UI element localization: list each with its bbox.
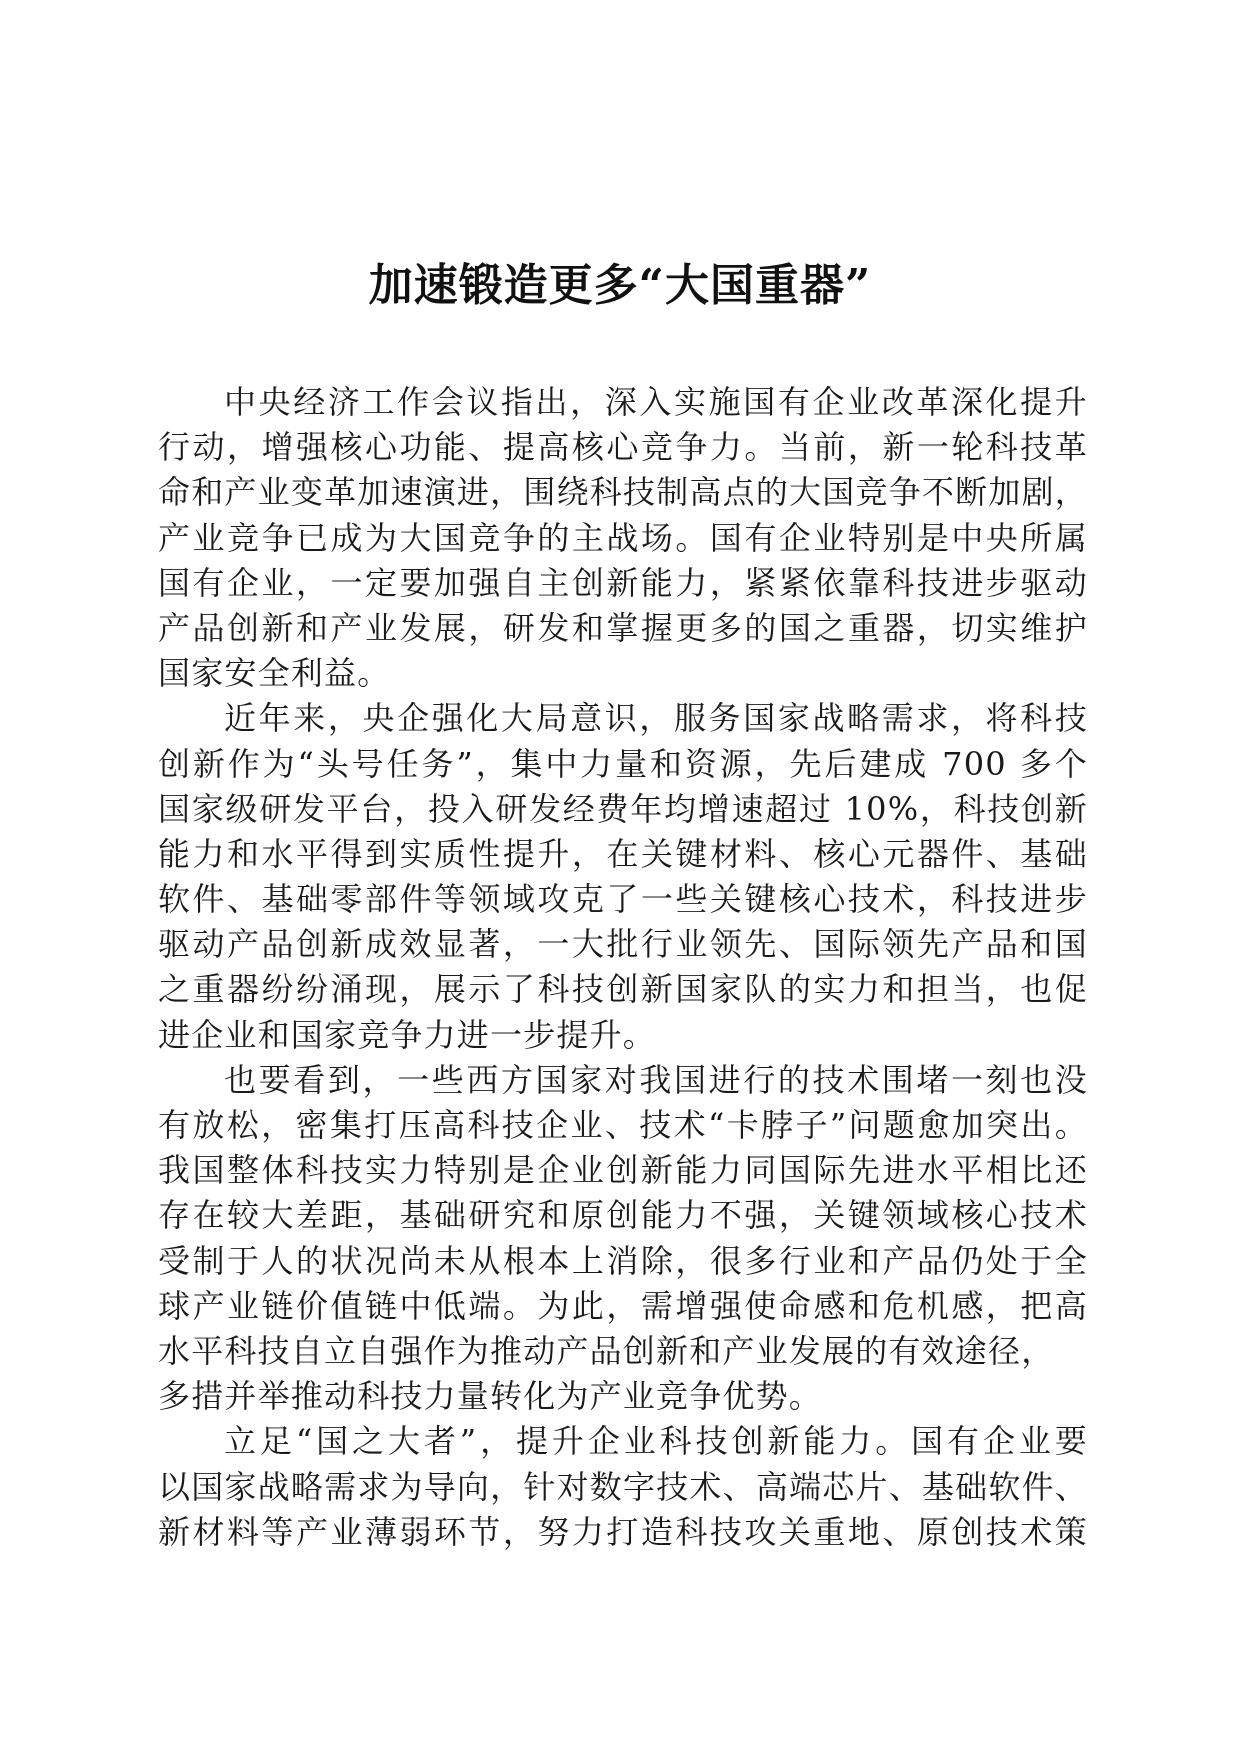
- paragraph-line: 也要看到，一些西方国家对我国进行的技术围堵一刻也没: [224, 1060, 1088, 1099]
- document-title: 加速锻造更多“大国重器”: [368, 260, 872, 311]
- paragraph-line: 球产业链价值链中低端。为此，需增强使命感和危机感，把高: [158, 1286, 1088, 1325]
- document-body: [158, 380, 1088, 1555]
- paragraph-line: 近年来，央企强化大局意识，服务国家战略需求，将科技: [224, 699, 1088, 738]
- paragraph-line: 进企业和国家竞争力进一步提升。: [158, 1015, 657, 1054]
- paragraph-line: 以国家战略需求为导向，针对数字技术、高端芯片、基础软件、: [158, 1467, 1088, 1506]
- paragraph-line: 有放松，密集打压高科技企业、技术“卡脖子”问题愈加突出。: [158, 1106, 1088, 1144]
- paragraph-line: 创新作为“头号任务”，集中力量和资源，先后建成 700 多个: [158, 744, 1088, 783]
- paragraph-line: 我国整体科技实力特别是企业创新能力同国际先进水平相比还: [158, 1151, 1088, 1190]
- paragraph-line: 新材料等产业薄弱环节，努力打造科技攻关重地、原创技术策: [158, 1512, 1088, 1551]
- paragraph-line: 存在较大差距，基础研究和原创能力不强，关键领域核心技术: [158, 1196, 1088, 1235]
- paragraph-line: 受制于人的状况尚未从根本上消除，很多行业和产品仍处于全: [158, 1241, 1088, 1280]
- paragraph-line: 产业竞争已成为大国竞争的主战场。国有企业特别是中央所属: [158, 518, 1088, 557]
- paragraph-line: 国家级研发平台，投入研发经费年均增速超过 10%，科技创新: [158, 789, 1088, 828]
- paragraph-line: 之重器纷纷涌现，展示了科技创新国家队的实力和担当，也促: [158, 970, 1088, 1009]
- paragraph-line: 产品创新和产业发展，研发和掌握更多的国之重器，切实维护: [158, 608, 1088, 647]
- paragraph-line: 命和产业变革加速演进，围绕科技制高点的大国竞争不断加剧，: [158, 473, 1088, 512]
- paragraph-line: 国有企业，一定要加强自主创新能力，紧紧依靠科技进步驱动: [158, 563, 1088, 602]
- paragraph-line: 软件、基础零部件等领域攻克了一些关键核心技术，科技进步: [158, 880, 1088, 919]
- paragraph-line: 立足“国之大者”，提升企业科技创新能力。国有企业要: [224, 1422, 1088, 1461]
- paragraph-line: 多措并举推动科技力量转化为产业竞争优势。: [158, 1377, 823, 1416]
- paragraph-line: 行动，增强核心功能、提高核心竞争力。当前，新一轮科技革: [158, 428, 1088, 467]
- paragraph-line: 驱动产品创新成效显著，一大批行业领先、国际领先产品和国: [158, 925, 1088, 964]
- paragraph-line: 国家安全利益。: [158, 654, 391, 693]
- paragraph-line: 能力和水平得到实质性提升，在关键材料、核心元器件、基础: [158, 834, 1088, 873]
- paragraph-line: 中央经济工作会议指出，深入实施国有企业改革深化提升: [224, 383, 1088, 421]
- paragraph-line: 水平科技自立自强作为推动产品创新和产业发展的有效途径，: [158, 1331, 1055, 1370]
